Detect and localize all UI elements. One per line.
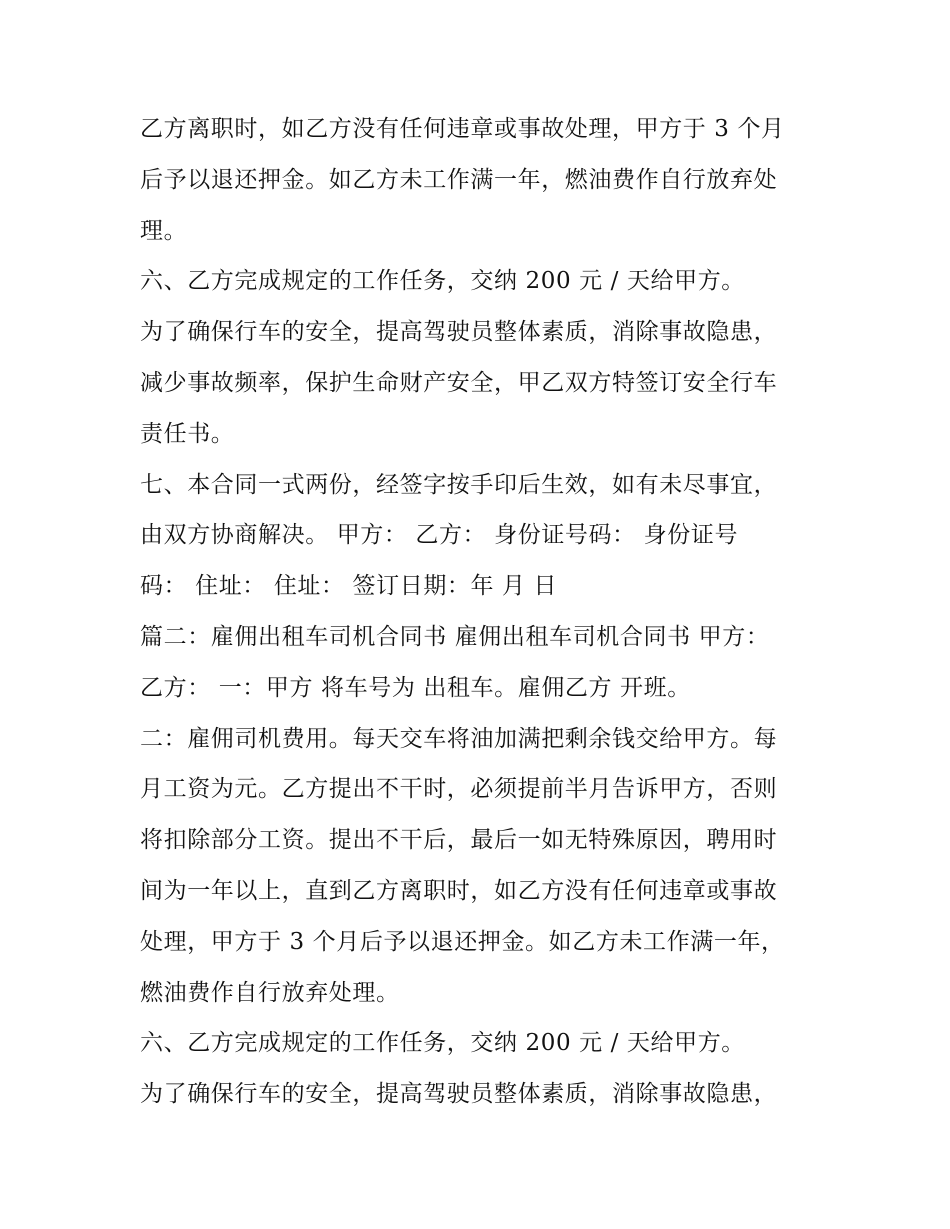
text-line: 月工资为元。乙方提出不干时，必须提前半月告诉甲方，否则: [140, 776, 778, 803]
text-line: 为了确保行车的安全，提高驾驶员整体素质，消除事故隐患，: [140, 1081, 778, 1108]
text-line: 为了确保行车的安全，提高驾驶员整体素质，消除事故隐患，: [140, 319, 778, 346]
text-line: 责任书。: [140, 420, 235, 447]
text-line: 由双方协商解决。 甲方： 乙方： 身份证号码： 身份证号: [140, 522, 739, 549]
text-line: 码： 住址： 住址： 签订日期：年 月 日: [140, 573, 558, 600]
text-line: 七、本合同一式两份，经签字按手印后生效，如有未尽事宜，: [140, 471, 778, 498]
text-line: 篇二：雇佣出租车司机合同书 雇佣出租车司机合同书 甲方：: [140, 623, 770, 650]
text-line: 后予以退还押金。如乙方未工作满一年，燃油费作自行放弃处: [140, 166, 778, 193]
text-line: 间为一年以上，直到乙方离职时，如乙方没有任何违章或事故: [140, 877, 778, 904]
text-line: 二：雇佣司机费用。每天交车将油加满把剩余钱交给甲方。每: [140, 725, 778, 752]
text-line: 将扣除部分工资。提出不干后，最后一如无特殊原因，聘用时: [140, 827, 778, 854]
text-line: 乙方： 一：甲方 将车号为 出租车。雇佣乙方 开班。: [140, 674, 691, 701]
text-line: 六、乙方完成规定的工作任务，交纳 200 元 / 天给甲方。: [140, 1030, 745, 1057]
document-body: [140, 104, 820, 1120]
text-line: 乙方离职时，如乙方没有任何违章或事故处理，甲方于 3 个月: [140, 116, 785, 142]
text-line: 减少事故频率，保护生命财产安全，甲乙双方特签订安全行车: [140, 369, 778, 396]
text-line: 理。: [140, 217, 188, 244]
text-line: 燃油费作自行放弃处理。: [140, 979, 400, 1006]
text-line: 处理，甲方于 3 个月后予以退还押金。如乙方未工作满一年，: [140, 928, 785, 955]
text-line: 六、乙方完成规定的工作任务，交纳 200 元 / 天给甲方。: [140, 268, 745, 295]
